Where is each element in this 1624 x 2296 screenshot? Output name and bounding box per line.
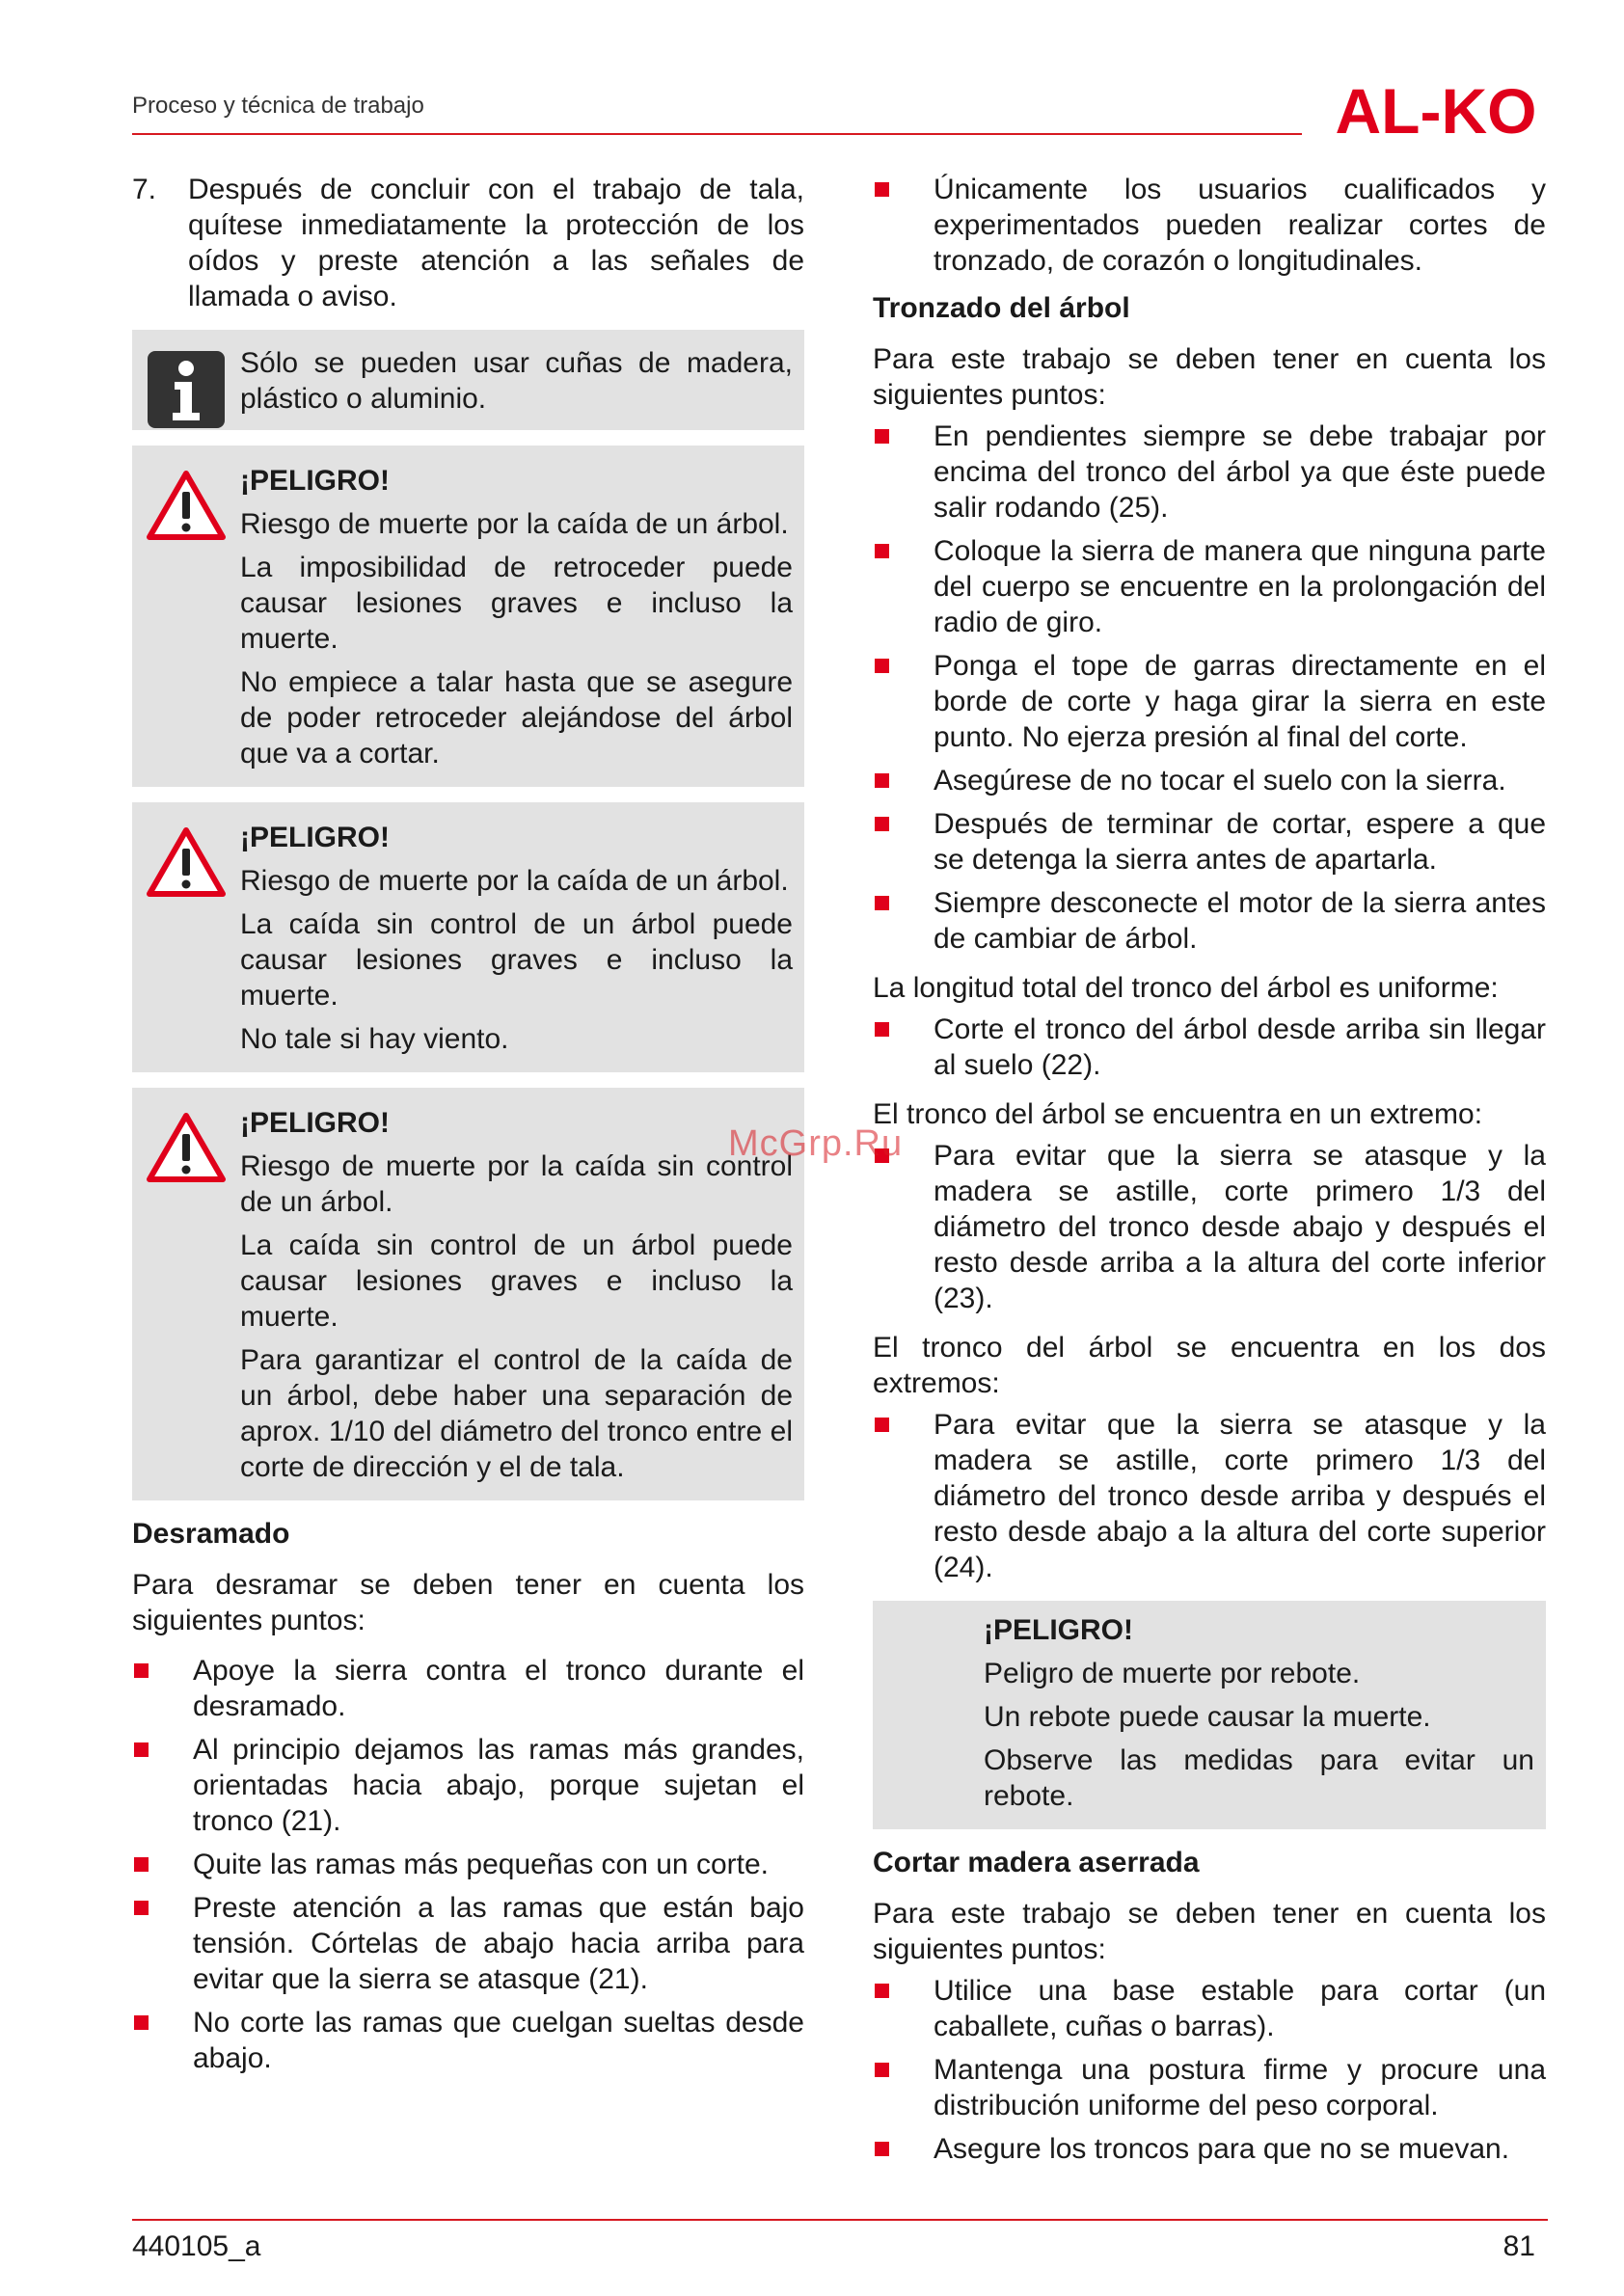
bullet-text: Para evitar que la sierra se atasque y la madera se astille, corte primero 1/3 del diámetro del tronco desde arriba y después el resto desde abajo a la altura del corte superior (24).	[934, 1409, 1546, 1583]
header-rule	[132, 133, 1302, 135]
bullet-square-icon	[875, 2063, 889, 2077]
bullet-text: Utilice una base estable para cortar (un caballete, cuñas o barras).	[934, 1975, 1546, 2042]
desramado-intro: Para desramar se deben tener en cuenta los siguientes puntos:	[132, 1569, 804, 1636]
danger-box-1	[132, 446, 804, 787]
info-note-box	[132, 330, 804, 430]
bullet-item	[873, 172, 1546, 279]
danger-title: ¡PELIGRO!	[240, 822, 390, 853]
heading-tronzado: Tronzado del árbol	[873, 292, 1130, 324]
bullet-text: Al principio dejamos las ramas más grandes, orientadas hacia abajo, porque sujetan el tronco (21).	[193, 1734, 804, 1837]
bullet-text: No corte las ramas que cuelgan sueltas desde abajo.	[193, 2007, 804, 2074]
warning-triangle-icon	[146, 1111, 227, 1184]
danger-line: Para garantizar el control de la caída de un árbol, debe haber una separación de aprox. 1/10 del diámetro del tronco entre el corte de dirección y el de tala.	[240, 1344, 793, 1483]
page-number: 81	[1502, 2230, 1535, 2262]
danger-line: Un rebote puede causar la muerte.	[984, 1701, 1431, 1733]
heading-desramado: Desramado	[132, 1518, 290, 1550]
danger-line: No tale si hay viento.	[240, 1023, 509, 1055]
bullet-item	[873, 806, 1546, 878]
step-text: Después de concluir con el trabajo de tala, quítese inmediatamente la protección de los oídos y preste atención a las señales de llamada o aviso.	[188, 174, 804, 312]
bullet-text: Para evitar que la sierra se atasque y la madera se astille, corte primero 1/3 del diámetro del tronco desde abajo y después el resto desde arriba a la altura del corte inferior (23).	[934, 1140, 1546, 1314]
bullet-square-icon	[875, 896, 889, 910]
bullet-square-icon	[875, 182, 889, 197]
left-column	[132, 172, 804, 2084]
bullet-square-icon	[875, 1022, 889, 1037]
bullet-text: Apoye la sierra contra el tronco durante el desramado.	[193, 1655, 804, 1722]
bullet-item	[132, 1890, 804, 1997]
both-ends-intro: El tronco del árbol se encuentra en los dos extremos:	[873, 1332, 1546, 1399]
right-column	[873, 172, 1546, 2174]
bullet-text: Corte el tronco del árbol desde arriba sin llegar al suelo (22).	[934, 1013, 1546, 1081]
danger-line: La caída sin control de un árbol puede causar lesiones graves e incluso la muerte.	[240, 908, 793, 1012]
danger-title: ¡PELIGRO!	[240, 1107, 390, 1139]
one-end-intro: El tronco del árbol se encuentra en un extremo:	[873, 1098, 1483, 1130]
bullet-item	[873, 1973, 1546, 2044]
bullet-square-icon	[875, 1418, 889, 1432]
bullet-square-icon	[875, 2142, 889, 2156]
danger-line: Riesgo de muerte por la caída sin control de un árbol.	[240, 1150, 793, 1218]
bullet-square-icon	[875, 429, 889, 444]
info-icon	[146, 349, 227, 430]
bullet-item	[873, 1012, 1546, 1083]
bullet-text: Siempre desconecte el motor de la sierra antes de cambiar de árbol.	[934, 887, 1546, 955]
heading-cortar: Cortar madera aserrada	[873, 1847, 1200, 1878]
bullet-item	[873, 533, 1546, 640]
document-id: 440105_a	[132, 2230, 261, 2262]
bullet-item	[873, 2052, 1546, 2123]
bullet-item	[132, 1732, 804, 1839]
bullet-item	[132, 1847, 804, 1882]
bullet-item	[873, 1138, 1546, 1316]
step-7	[132, 172, 804, 314]
bullet-square-icon	[875, 1984, 889, 1998]
uniform-intro: La longitud total del tronco del árbol es uniforme:	[873, 972, 1499, 1004]
step-number: 7.	[132, 174, 157, 205]
bullet-square-icon	[134, 1901, 149, 1915]
bullet-text: Asegure los troncos para que no se muevan.	[934, 2133, 1510, 2165]
section-title: Proceso y técnica de trabajo	[132, 93, 424, 119]
bullet-square-icon	[875, 544, 889, 558]
bullet-square-icon	[134, 2015, 149, 2030]
bullet-item	[873, 1407, 1546, 1585]
bullet-square-icon	[875, 659, 889, 673]
danger-box-2	[132, 802, 804, 1072]
cortar-intro: Para este trabajo se deben tener en cuenta los siguientes puntos:	[873, 1898, 1546, 1965]
danger-line: La imposibilidad de retroceder puede causar lesiones graves e incluso la muerte.	[240, 552, 793, 655]
bullet-square-icon	[134, 1663, 149, 1678]
bullet-text: Únicamente los usuarios cualificados y experimentados pueden realizar cortes de tronzado, de corazón o longitudinales.	[934, 174, 1546, 277]
logo-text: AL-KO	[1335, 83, 1537, 139]
bullet-text: Quite las ramas más pequeñas con un corte.	[193, 1849, 769, 1880]
bullet-square-icon	[134, 1857, 149, 1872]
tronzado-intro: Para este trabajo se deben tener en cuenta los siguientes puntos:	[873, 343, 1546, 411]
danger-line: Observe las medidas para evitar un rebote.	[984, 1744, 1534, 1812]
danger-line: Riesgo de muerte por la caída de un árbol.	[240, 508, 789, 540]
bullet-item	[873, 763, 1546, 798]
warning-triangle-icon	[146, 825, 227, 899]
danger-line: No empiece a talar hasta que se asegure de poder retroceder alejándose del árbol que va a cortar.	[240, 666, 793, 770]
bullet-text: Ponga el tope de garras directamente en el borde de corte y haga girar la sierra en este punto. No ejerza presión al final del corte.	[934, 650, 1546, 753]
danger-line: Riesgo de muerte por la caída de un árbol.	[240, 865, 789, 897]
bullet-text: Mantenga una postura firme y procure una distribución uniforme del peso corporal.	[934, 2054, 1546, 2121]
bullet-square-icon	[875, 817, 889, 831]
page-header	[132, 89, 1302, 135]
bullet-item	[873, 648, 1546, 755]
info-text: Sólo se pueden usar cuñas de madera, plástico o aluminio.	[240, 347, 793, 415]
bullet-item	[132, 2005, 804, 2076]
alko-logo	[1323, 83, 1549, 139]
bullet-item	[132, 1653, 804, 1724]
bullet-item	[873, 2131, 1546, 2167]
bullet-text: Coloque la sierra de manera que ninguna parte del cuerpo se encuentre en la prolongación del radio de giro.	[934, 535, 1546, 638]
bullet-item	[873, 885, 1546, 957]
bullet-square-icon	[875, 773, 889, 788]
danger-title: ¡PELIGRO!	[984, 1614, 1133, 1646]
danger-line: Peligro de muerte por rebote.	[984, 1658, 1361, 1689]
footer-rule	[132, 2219, 1548, 2221]
bullet-item	[873, 419, 1546, 526]
watermark: McGrp.Ru	[728, 1123, 904, 1164]
danger-box-3	[132, 1088, 804, 1500]
bullet-text: En pendientes siempre se debe trabajar por encima del tronco del árbol ya que éste puede salir rodando (25).	[934, 420, 1546, 524]
bullet-text: Asegúrese de no tocar el suelo con la sierra.	[934, 765, 1506, 797]
danger-title: ¡PELIGRO!	[240, 465, 390, 497]
danger-box-4	[873, 1601, 1546, 1829]
bullet-text: Preste atención a las ramas que están bajo tensión. Córtelas de abajo hacia arriba para evitar que la sierra se atasque (21).	[193, 1892, 804, 1995]
bullet-text: Después de terminar de cortar, espere a que se detenga la sierra antes de apartarla.	[934, 808, 1546, 876]
danger-line: La caída sin control de un árbol puede causar lesiones graves e incluso la muerte.	[240, 1229, 793, 1333]
warning-triangle-icon	[146, 469, 227, 542]
bullet-square-icon	[134, 1742, 149, 1757]
